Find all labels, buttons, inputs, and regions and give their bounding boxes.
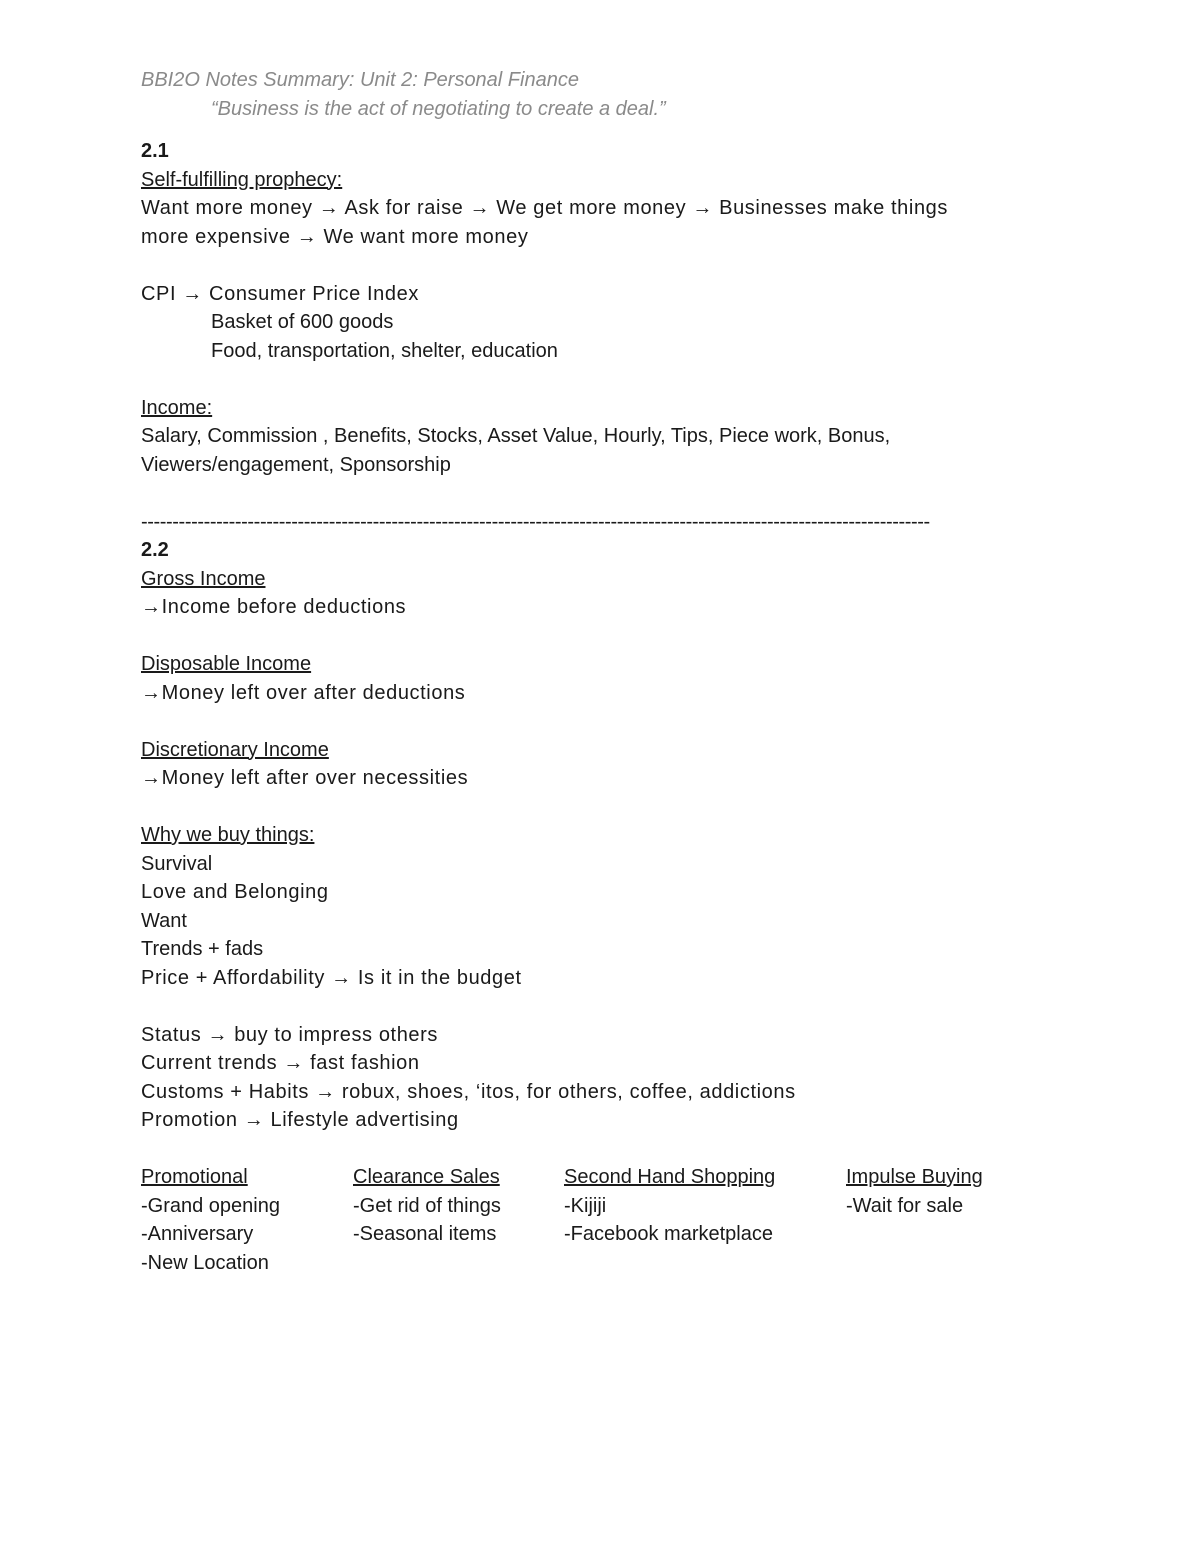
cpi-sub-2: Food, transportation, shelter, education [211, 339, 558, 362]
table-row [141, 1249, 1046, 1278]
table-header-cell: Second Hand Shopping [564, 1166, 776, 1188]
table-cell: -Get rid of things [353, 1194, 501, 1217]
reason-item: Status → buy to impress others [141, 1023, 439, 1046]
shopping-types-table [141, 1163, 1046, 1277]
section-number-2-1: 2.1 [141, 140, 169, 162]
prophecy-heading: Self-fulfilling prophecy: [141, 168, 343, 191]
table-cell [353, 1249, 564, 1278]
why-item: Want [141, 909, 187, 932]
table-header-cell: Impulse Buying [846, 1166, 983, 1188]
why-item: Price + Affordability → Is it in the budget [141, 966, 522, 989]
table-cell: -Facebook marketplace [564, 1223, 773, 1245]
discretionary-income-heading: Discretionary Income [141, 738, 329, 761]
prophecy-line-2: more expensive → We want more money [141, 225, 529, 248]
gross-income-heading: Gross Income [141, 567, 266, 590]
table-cell: -Grand opening [141, 1194, 280, 1217]
table-cell: -Kijiji [564, 1194, 607, 1217]
prophecy-line-1: Want more money → Ask for raise → We get more money → Businesses make things [141, 197, 948, 219]
cpi-line: CPI → Consumer Price Index [141, 282, 419, 305]
document-title: BBI2O Notes Summary: Unit 2: Personal Finance [141, 69, 579, 91]
table-row [141, 1220, 1046, 1249]
table-row [141, 1192, 1046, 1221]
why-we-buy-heading: Why we buy things: [141, 824, 315, 846]
disposable-income-heading: Disposable Income [141, 653, 312, 675]
section-divider: ------------------------------------------------------------------------------------------------------------------------------ [141, 510, 930, 533]
income-line-1: Salary, Commission , Benefits, Stocks, Asset Value, Hourly, Tips, Piece work, Bonus, [141, 425, 891, 447]
table-cell: -Anniversary [141, 1223, 254, 1245]
cpi-sub-1: Basket of 600 goods [211, 311, 394, 333]
table-header-cell: Clearance Sales [353, 1166, 500, 1188]
table-header-row [141, 1163, 1046, 1192]
table-cell [846, 1249, 1046, 1278]
table-header-cell: Promotional [141, 1166, 248, 1188]
table-cell: -New Location [141, 1251, 269, 1274]
table-cell [564, 1249, 846, 1278]
income-line-2: Viewers/engagement, Sponsorship [141, 453, 451, 476]
table-cell [846, 1220, 1046, 1249]
disposable-income-definition: →Money left over after deductions [141, 681, 466, 704]
document-quote: “Business is the act of negotiating to create a deal.” [211, 97, 666, 120]
discretionary-income-definition: →Money left after over necessities [141, 767, 469, 789]
reason-item: Current trends → fast fashion [141, 1052, 420, 1074]
table-cell: -Seasonal items [353, 1223, 497, 1245]
section-number-2-2: 2.2 [141, 539, 169, 561]
why-item: Trends + fads [141, 938, 264, 960]
document-page [141, 66, 1061, 1277]
gross-income-definition: →Income before deductions [141, 596, 407, 618]
income-heading: Income: [141, 396, 213, 419]
why-item: Survival [141, 852, 213, 875]
reason-item: Customs + Habits → robux, shoes, ‘itos, for others, coffee, addictions [141, 1080, 796, 1103]
why-item: Love and Belonging [141, 881, 329, 903]
table-cell: -Wait for sale [846, 1194, 964, 1217]
reason-item: Promotion → Lifestyle advertising [141, 1109, 459, 1131]
